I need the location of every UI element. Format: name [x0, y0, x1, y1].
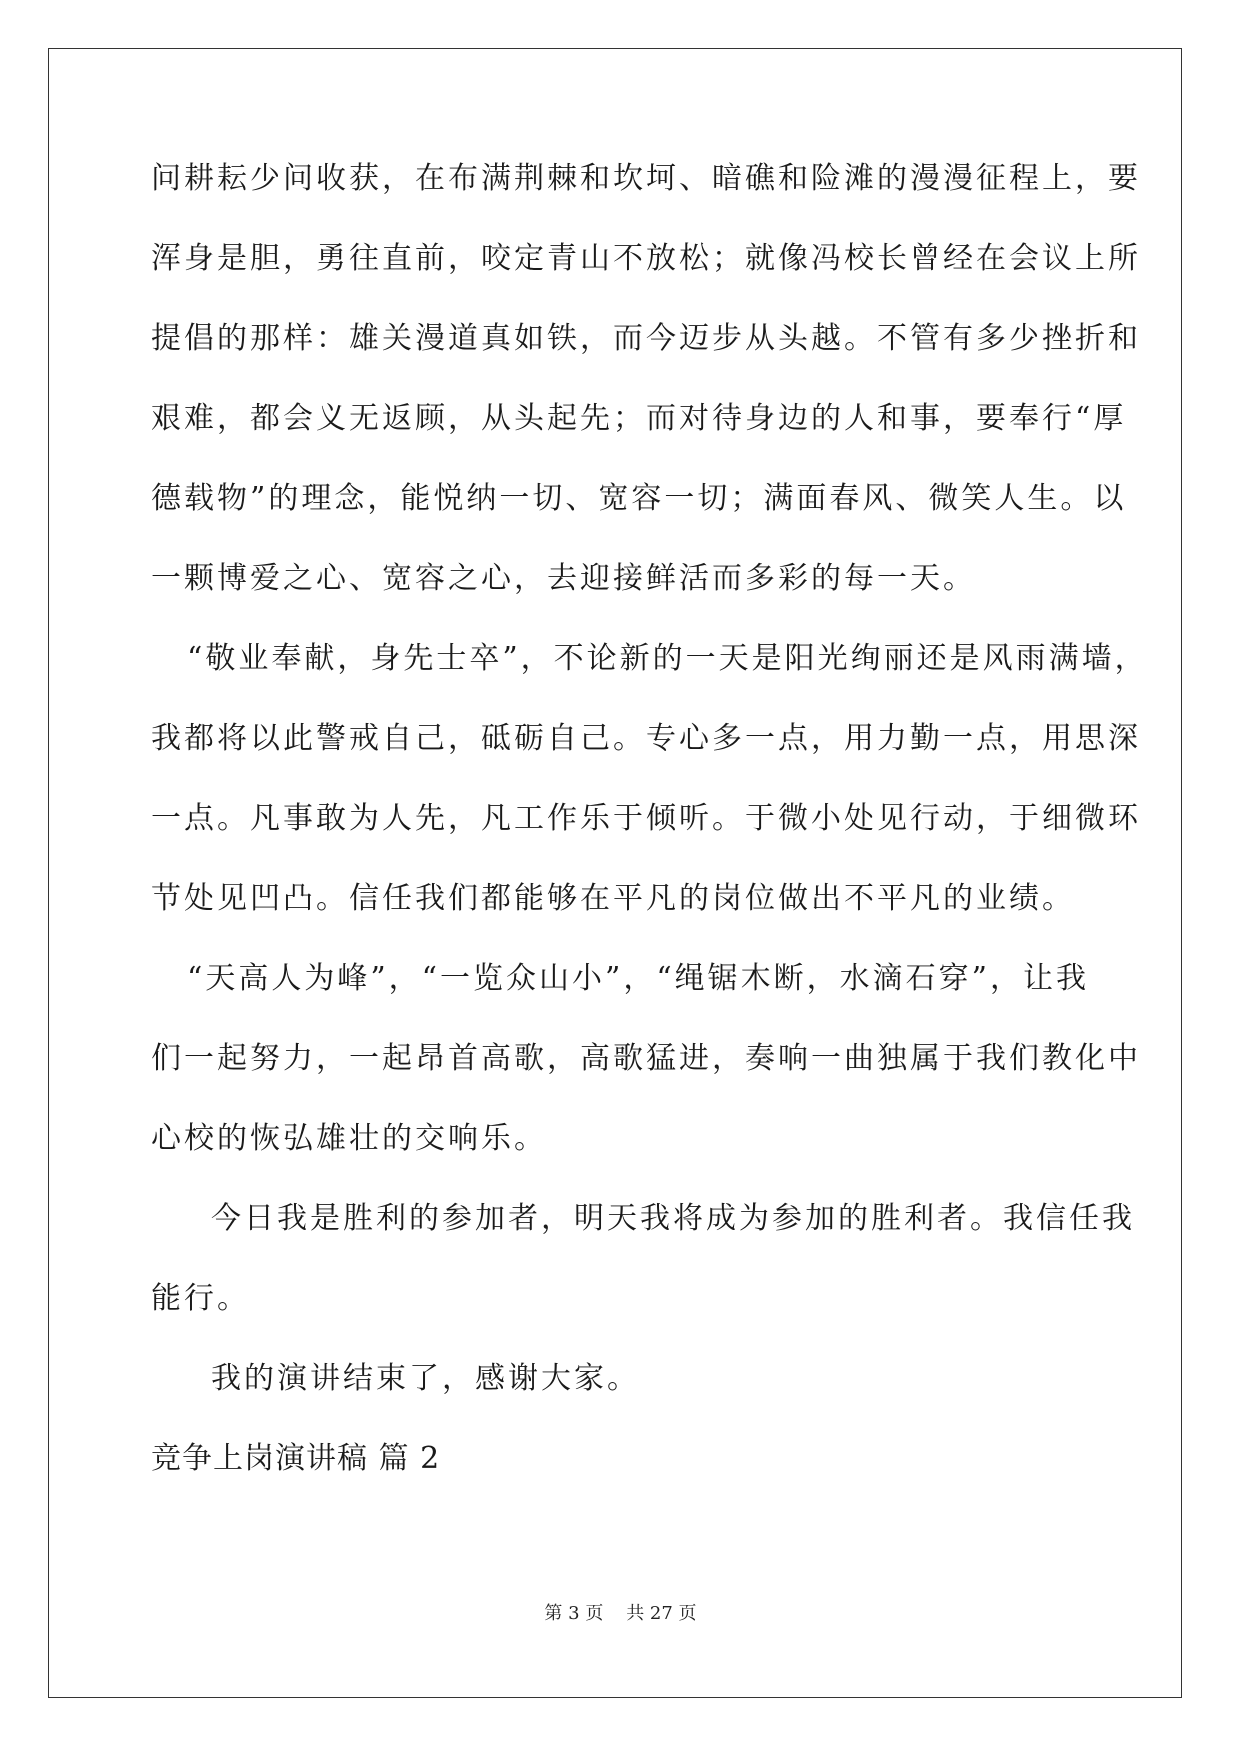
paragraph-line: 们一起努力，一起昂首高歌，高歌猛进，奏响一曲独属于我们教化中 [151, 1041, 1141, 1076]
paragraph-line: 一点。凡事敢为人先，凡工作乐于倾听。于微小处见行动，于细微环 [151, 801, 1141, 836]
paragraph-line: 节处见凹凸。信任我们都能够在平凡的岗位做出不平凡的业绩。 [151, 881, 1075, 916]
paragraph-line: 一颗博爱之心、宽容之心，去迎接鲜活而多彩的每一天。 [151, 561, 976, 596]
paragraph-line: 我都将以此警戒自己，砥砺自己。专心多一点，用力勤一点，用思深 [151, 721, 1141, 756]
paragraph-line: 艰难，都会义无返顾，从头起先；而对待身边的人和事，要奉行“厚 [151, 401, 1127, 436]
paragraph-line: 能行。 [151, 1281, 250, 1316]
paragraph-line: 德载物”的理念，能悦纳一切、宽容一切；满面春风、微笑人生。以 [151, 481, 1127, 516]
section-heading: 竞争上岗演讲稿 篇 2 [151, 1441, 441, 1476]
paragraph-line: 问耕耘少问收获，在布满荆棘和坎坷、暗礁和险滩的漫漫征程上，要 [151, 161, 1141, 196]
paragraph-line: 今日我是胜利的参加者，明天我将成为参加的胜利者。我信任我 [211, 1201, 1135, 1236]
paragraph-line: “天高人为峰”，“一览众山小”，“绳锯木断，水滴石穿”，让我 [187, 961, 1090, 996]
paragraph-line: 浑身是胆，勇往直前，咬定青山不放松；就像冯校长曾经在会议上所 [151, 241, 1141, 276]
paragraph-line: 心校的恢弘雄壮的交响乐。 [151, 1121, 547, 1156]
page-number-footer: 第 3 页 共 27 页 [544, 1603, 697, 1624]
paragraph-line: “敬业奉献，身先士卒”，不论新的一天是阳光绚丽还是风雨满墙， [187, 641, 1148, 676]
paragraph-line: 提倡的那样：雄关漫道真如铁，而今迈步从头越。不管有多少挫折和 [151, 321, 1141, 356]
paragraph-line: 我的演讲结束了，感谢大家。 [211, 1361, 640, 1396]
